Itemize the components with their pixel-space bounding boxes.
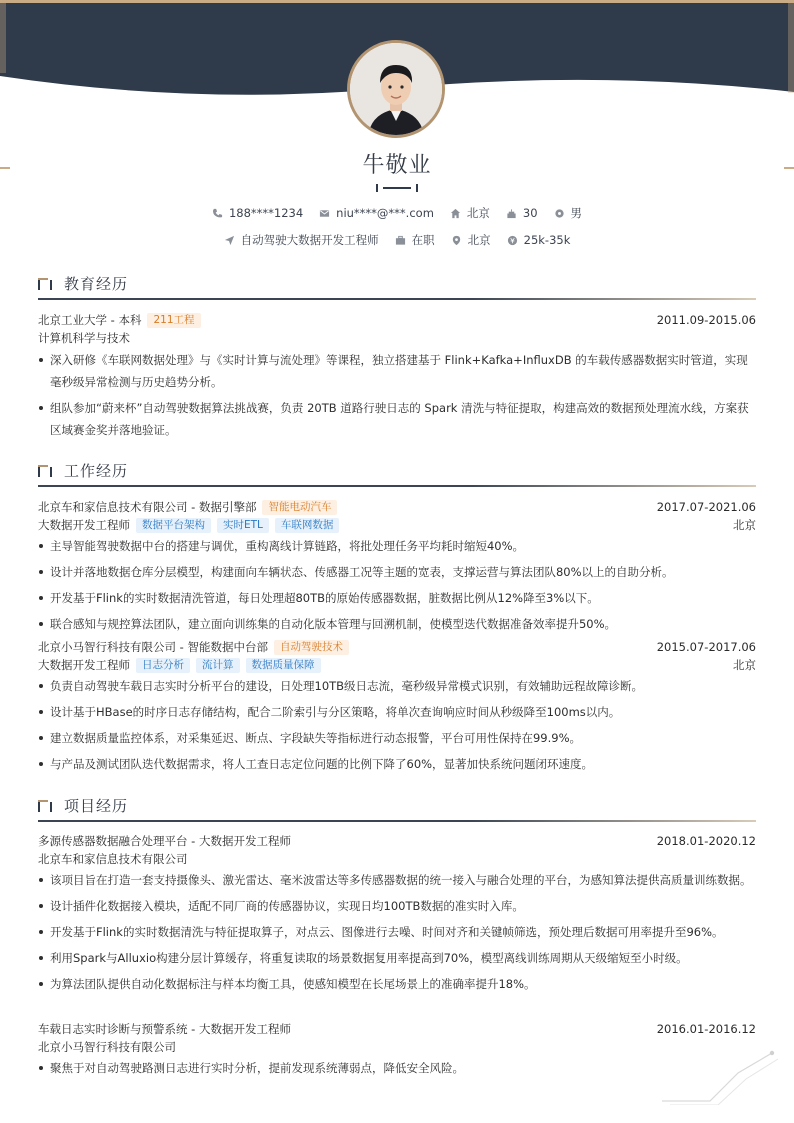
project-name: 多源传感器数据融合处理平台 - 大数据开发工程师	[38, 834, 291, 848]
project-entry	[38, 1020, 756, 1083]
list-item: 设计基于HBase的时序日志存储结构，配合二阶索引与分区策略，将单次查询响应时间从秒级降至100ms以内。	[38, 701, 756, 723]
education-period: 2011.09-2015.06	[656, 313, 756, 327]
status-text: 在职	[411, 233, 435, 247]
city-text: 北京	[466, 206, 490, 220]
skill-tag: 数据质量保障	[246, 658, 321, 673]
list-item: 负责自动驾驶车载日志实时分析平台的建设，日处理10TB级日志流，毫秒级异常模式识别，有效辅助远程故障诊断。	[38, 675, 756, 697]
industry-tag: 自动驾驶技术	[274, 640, 349, 655]
skill-tag: 日志分析	[136, 658, 190, 673]
money-icon	[507, 235, 518, 246]
list-item: 组队参加“蔚来杯”自动驾驶数据算法挑战赛，负责 20TB 道路行驶日志的 Spark 清洗与特征提取，构建高效的数据预处理流水线，方案获区域赛金奖并落地验证。	[38, 397, 756, 441]
phone-icon	[212, 208, 223, 219]
list-item: 设计插件化数据接入模块，适配不同厂商的传感器协议，实现日均100TB数据的准实时入库。	[38, 895, 756, 917]
job-role: 大数据开发工程师	[38, 518, 130, 532]
section-marker-icon	[38, 797, 56, 813]
gender-item	[554, 205, 583, 221]
list-item: 与产品及测试团队迭代数据需求，将人工查日志定位问题的比例下降了60%，显著加快系统问题闭环速度。	[38, 753, 756, 775]
section-divider	[38, 820, 756, 822]
section-marker-icon	[38, 275, 56, 291]
major: 计算机科学与技术	[38, 331, 130, 345]
list-item: 深入研修《车联网数据处理》与《实时计算与流处理》等课程，独立搭建基于 Flink+Kafka+InfluxDB 的车载传感器数据实时管道，实现毫秒级异常检测与历史趋势分析。	[38, 349, 756, 393]
section-marker-icon	[38, 462, 56, 478]
send-icon	[224, 235, 235, 246]
job-period: 2017.07-2021.06	[656, 500, 756, 514]
age-text: 30	[522, 206, 538, 220]
target-city-item	[451, 232, 491, 248]
education-title: 教育经历	[64, 274, 129, 293]
list-item: 建立数据质量监控体系，对采集延迟、断点、字段缺失等指标进行动态报警，平台可用性保持在99.9%。	[38, 727, 756, 749]
skill-tag: 流计算	[196, 658, 240, 673]
project-name: 车载日志实时诊断与预警系统 - 大数据开发工程师	[38, 1022, 291, 1036]
job-location: 北京	[733, 658, 756, 672]
project-entry	[38, 832, 756, 999]
target-city-text: 北京	[467, 233, 491, 247]
job-entry	[38, 638, 756, 779]
location-pin-icon	[451, 235, 462, 246]
industry-tag: 智能电动汽车	[262, 500, 337, 515]
project-period: 2018.01-2020.12	[656, 834, 756, 848]
skill-tag: 数据平台架构	[136, 518, 211, 533]
phone-text: 188****1234	[228, 206, 304, 220]
list-item: 该项目旨在打造一套支持摄像头、激光雷达、毫米波雷达等多传感器数据的统一接入与融合处理的平台，为感知算法提供高质量训练数据。	[38, 869, 756, 891]
company-name: 北京车和家信息技术有限公司 - 数据引擎部	[38, 500, 257, 514]
education-section	[38, 273, 756, 437]
portrait-icon	[350, 43, 442, 135]
list-item: 开发基于Flink的实时数据清洗与特征提取算子，对点云、图像进行去噪、时间对齐和关键帧筛选，预处理后数据可用率提升至96%。	[38, 921, 756, 943]
project-company: 北京车和家信息技术有限公司	[38, 852, 188, 866]
section-divider	[38, 298, 756, 300]
projects-title: 项目经历	[64, 796, 129, 815]
project-company: 北京小马智行科技有限公司	[38, 1040, 176, 1054]
avatar	[347, 40, 445, 138]
email-item	[319, 206, 434, 220]
home-icon	[450, 208, 461, 219]
projects-section	[38, 795, 756, 1075]
skill-tag: 实时ETL	[217, 518, 269, 533]
target-role-text: 自动驾驶大数据开发工程师	[240, 233, 379, 247]
list-item: 主导智能驾驶数据中台的搭建与调优，重构离线计算链路，将批处理任务平均耗时缩短40%。	[38, 535, 756, 557]
candidate-name: 牛敬业	[362, 153, 432, 178]
corner-decoration	[660, 1045, 780, 1105]
cake-icon	[506, 208, 517, 219]
name-divider	[376, 183, 418, 193]
school-tag: 211工程	[147, 313, 200, 328]
list-item: 联合感知与规控算法团队，建立面向训练集的自动化版本管理与回溯机制，使模型迭代数据准备效率提升50%。	[38, 613, 756, 635]
list-item: 开发基于Flink的实时数据清洗管道，每日处理超80TB的原始传感器数据，脏数据比例从12%降至3%以下。	[38, 587, 756, 609]
job-intent-row	[0, 232, 794, 248]
contact-info-row	[0, 205, 794, 221]
work-section	[38, 460, 756, 771]
list-item: 为算法团队提供自动化数据标注与样本均衡工具，使感知模型在长尾场景上的准确率提升18%。	[38, 973, 756, 995]
job-period: 2015.07-2017.06	[656, 640, 756, 654]
job-location: 北京	[733, 518, 756, 532]
gender-text: 男	[570, 206, 583, 220]
list-item: 聚焦于对自动驾驶路测日志进行实时分析，提前发现系统薄弱点，降低安全风险。	[38, 1057, 756, 1079]
gender-icon	[554, 208, 565, 219]
mail-icon	[319, 208, 330, 219]
city-item	[450, 205, 490, 221]
salary-item	[507, 233, 571, 247]
company-name: 北京小马智行科技有限公司 - 智能数据中台部	[38, 640, 268, 654]
list-item: 设计并落地数据仓库分层模型，构建面向车辆状态、传感器工况等主题的宽表，支撑运营与算法团队80%以上的自助分析。	[38, 561, 756, 583]
briefcase-icon	[395, 235, 406, 246]
section-divider	[38, 485, 756, 487]
phone-item	[212, 206, 303, 220]
email-text: niu****@***.com	[336, 206, 434, 220]
salary-text: 25k-35k	[523, 233, 571, 247]
job-entry	[38, 498, 756, 639]
education-entry	[38, 311, 756, 445]
school-name: 北京工业大学 - 本科	[38, 313, 142, 327]
age-item	[506, 206, 538, 220]
skill-tag: 车联网数据	[275, 518, 340, 533]
job-role: 大数据开发工程师	[38, 658, 130, 672]
work-title: 工作经历	[64, 461, 129, 480]
list-item: 利用Spark与Alluxio构建分层计算缓存，将重复读取的场景数据复用率提高到70%，模型离线训练周期从天级缩短至小时级。	[38, 947, 756, 969]
target-role-item	[224, 232, 379, 248]
status-item	[395, 232, 435, 248]
project-period: 2016.01-2016.12	[656, 1022, 756, 1036]
